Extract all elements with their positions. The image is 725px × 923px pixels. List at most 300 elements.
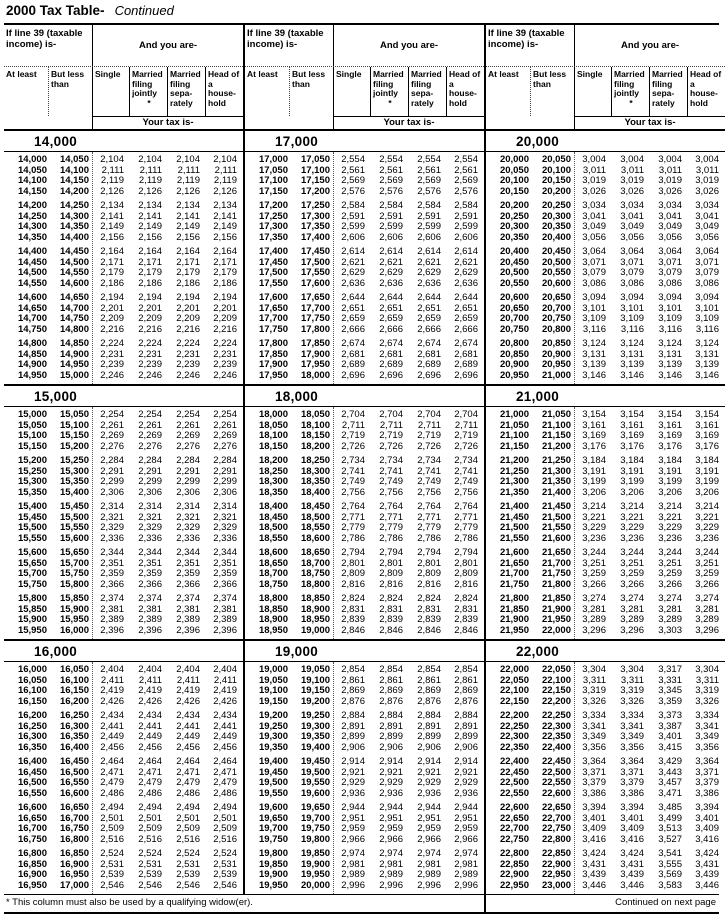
single-tax-cell: 3,311 bbox=[582, 674, 606, 686]
single-tax-cell: 2,381 bbox=[100, 603, 124, 615]
married-separately-tax-cell: 2,269 bbox=[176, 430, 200, 441]
row-group bbox=[245, 665, 484, 707]
married-jointly-tax-cell: 3,356 bbox=[620, 741, 644, 753]
married-jointly-tax-cell: 3,034 bbox=[620, 200, 644, 211]
but-less-than-cell: 17,700 bbox=[300, 302, 330, 314]
but-less-than-cell: 14,150 bbox=[59, 175, 89, 186]
head-household-tax-cell: 3,349 bbox=[695, 731, 719, 742]
single-tax-cell: 2,359 bbox=[100, 568, 124, 579]
married-jointly-tax-cell: 2,794 bbox=[379, 547, 403, 558]
section-income-label: 16,000 bbox=[34, 643, 78, 659]
at-least-cell: 18,500 bbox=[258, 522, 288, 533]
married-separately-tax-cell: 2,246 bbox=[176, 369, 200, 381]
row-group bbox=[4, 155, 243, 197]
at-least-cell: 21,400 bbox=[499, 501, 529, 512]
married-jointly-tax-cell: 2,164 bbox=[138, 246, 162, 257]
head-household-tax-cell: 2,996 bbox=[454, 879, 478, 891]
at-least-cell: 18,050 bbox=[258, 419, 288, 431]
head-household-tax-cell: 2,464 bbox=[213, 756, 237, 767]
section-header-band bbox=[245, 639, 484, 662]
married-jointly-tax-cell: 2,336 bbox=[138, 532, 162, 544]
head-household-tax-cell: 2,749 bbox=[454, 476, 478, 487]
married-jointly-tax-cell: 3,259 bbox=[620, 568, 644, 579]
head-household-tax-cell: 2,591 bbox=[454, 210, 478, 222]
married-jointly-text: Married filing jointly bbox=[132, 69, 163, 98]
single-tax-cell: 3,266 bbox=[582, 578, 606, 590]
table-row bbox=[4, 410, 243, 421]
but-less-than-cell: 21,150 bbox=[541, 430, 571, 441]
at-least-cell: 14,550 bbox=[17, 277, 47, 289]
head-household-tax-cell: 2,539 bbox=[213, 869, 237, 880]
head-household-tax-cell: 3,409 bbox=[695, 823, 719, 834]
at-least-cell: 22,550 bbox=[499, 787, 529, 799]
single-tax-cell: 3,094 bbox=[582, 292, 606, 303]
married-jointly-tax-cell: 3,439 bbox=[620, 869, 644, 880]
married-jointly-tax-cell: 2,351 bbox=[138, 557, 162, 569]
married-separately-tax-cell: 3,415 bbox=[658, 741, 682, 753]
at-least-cell: 21,050 bbox=[499, 419, 529, 431]
at-least-cell: 18,900 bbox=[258, 614, 288, 625]
but-less-than-cell: 14,750 bbox=[59, 313, 89, 324]
head-household-tax-cell: 2,299 bbox=[213, 476, 237, 487]
single-tax-cell: 2,374 bbox=[100, 593, 124, 604]
table-row bbox=[245, 732, 484, 743]
married-jointly-tax-cell: 2,119 bbox=[138, 175, 162, 186]
married-jointly-tax-cell: 2,194 bbox=[138, 292, 162, 303]
married-jointly-tax-cell: 2,186 bbox=[138, 277, 162, 289]
at-least-cell: 15,600 bbox=[17, 547, 47, 558]
single-tax-cell: 3,011 bbox=[582, 164, 606, 176]
col-header-married-filing-separately: Married filing sepa-rately bbox=[167, 67, 205, 116]
row-group bbox=[245, 456, 484, 498]
table-row bbox=[245, 778, 484, 789]
head-household-tax-cell: 2,314 bbox=[213, 501, 237, 512]
but-less-than-cell: 18,500 bbox=[300, 511, 330, 523]
single-tax-cell: 3,281 bbox=[582, 603, 606, 615]
but-less-than-cell: 16,150 bbox=[59, 685, 89, 696]
married-separately-tax-cell: 2,524 bbox=[176, 848, 200, 859]
married-separately-tax-cell: 3,555 bbox=[658, 858, 682, 870]
head-household-tax-cell: 2,441 bbox=[213, 720, 237, 732]
head-household-tax-cell: 2,674 bbox=[454, 338, 478, 349]
at-least-cell: 18,450 bbox=[258, 511, 288, 523]
at-least-cell: 16,350 bbox=[17, 741, 47, 753]
at-least-cell: 19,100 bbox=[258, 685, 288, 696]
but-less-than-cell: 14,600 bbox=[59, 277, 89, 289]
at-least-cell: 16,600 bbox=[17, 802, 47, 813]
head-household-tax-cell: 3,416 bbox=[695, 833, 719, 845]
head-household-tax-cell: 3,236 bbox=[695, 532, 719, 544]
married-separately-tax-cell: 2,111 bbox=[177, 164, 200, 176]
but-less-than-cell: 15,750 bbox=[59, 568, 89, 579]
but-less-than-cell: 17,050 bbox=[300, 154, 330, 165]
section-body bbox=[486, 152, 725, 384]
married-jointly-tax-cell: 3,341 bbox=[620, 720, 644, 732]
head-household-tax-cell: 3,266 bbox=[695, 578, 719, 590]
single-tax-cell: 3,056 bbox=[582, 231, 606, 243]
single-tax-cell: 2,479 bbox=[100, 777, 124, 788]
married-separately-tax-cell: 2,696 bbox=[417, 369, 441, 381]
table-row bbox=[486, 870, 725, 881]
group-header bbox=[4, 25, 243, 129]
at-least-cell: 16,850 bbox=[17, 858, 47, 870]
head-household-tax-cell: 2,989 bbox=[454, 869, 478, 880]
married-jointly-tax-cell: 2,906 bbox=[379, 741, 403, 753]
at-least-cell: 15,350 bbox=[17, 486, 47, 498]
married-jointly-tax-cell: 3,056 bbox=[620, 231, 644, 243]
married-jointly-tax-cell: 2,486 bbox=[138, 787, 162, 799]
col-header-head-of-household: Head of a house-hold bbox=[687, 67, 725, 116]
married-separately-tax-cell: 2,869 bbox=[417, 685, 441, 696]
married-jointly-tax-cell: 2,824 bbox=[379, 593, 403, 604]
at-least-cell: 14,200 bbox=[17, 200, 47, 211]
married-separately-tax-cell: 3,026 bbox=[658, 185, 682, 197]
but-less-than-cell: 15,600 bbox=[59, 532, 89, 544]
but-less-than-cell: 21,550 bbox=[541, 522, 571, 533]
single-tax-cell: 3,124 bbox=[582, 338, 606, 349]
married-separately-tax-cell: 3,401 bbox=[658, 731, 682, 742]
head-household-tax-cell: 3,101 bbox=[695, 302, 719, 314]
married-jointly-tax-cell: 2,419 bbox=[138, 685, 162, 696]
single-tax-cell: 2,434 bbox=[100, 710, 124, 721]
section-header-band bbox=[245, 384, 484, 407]
head-household-tax-cell: 2,509 bbox=[213, 823, 237, 834]
married-jointly-tax-cell: 2,831 bbox=[379, 603, 403, 615]
head-household-tax-cell: 2,981 bbox=[454, 858, 478, 870]
single-tax-cell: 2,494 bbox=[100, 802, 124, 813]
single-tax-cell: 2,959 bbox=[341, 823, 365, 834]
head-household-tax-cell: 2,726 bbox=[454, 440, 478, 452]
tax-section bbox=[486, 639, 725, 894]
single-tax-cell: 3,079 bbox=[582, 267, 606, 278]
married-jointly-tax-cell: 2,539 bbox=[138, 869, 162, 880]
single-tax-cell: 2,711 bbox=[341, 419, 365, 431]
page-footer bbox=[4, 894, 719, 914]
head-household-tax-cell: 2,966 bbox=[454, 833, 478, 845]
but-less-than-cell: 20,550 bbox=[541, 267, 571, 278]
section-header-band bbox=[486, 639, 725, 662]
but-less-than-cell: 15,150 bbox=[59, 430, 89, 441]
single-tax-cell: 3,221 bbox=[582, 511, 606, 523]
single-tax-cell: 2,786 bbox=[341, 532, 365, 544]
at-least-cell: 22,200 bbox=[499, 710, 529, 721]
section-header-band bbox=[4, 384, 243, 407]
married-jointly-tax-cell: 2,554 bbox=[379, 154, 403, 165]
head-household-tax-cell: 3,026 bbox=[695, 185, 719, 197]
single-tax-cell: 2,719 bbox=[341, 430, 365, 441]
at-least-cell: 15,500 bbox=[17, 522, 47, 533]
head-household-tax-cell: 2,921 bbox=[454, 766, 478, 778]
married-separately-tax-cell: 2,486 bbox=[176, 787, 200, 799]
table-row bbox=[245, 502, 484, 513]
single-tax-cell: 2,689 bbox=[341, 359, 365, 370]
at-least-cell: 14,900 bbox=[17, 359, 47, 370]
married-separately-tax-cell: 3,527 bbox=[658, 833, 682, 845]
tax-section bbox=[486, 384, 725, 639]
married-jointly-tax-cell: 3,334 bbox=[620, 710, 644, 721]
table-row bbox=[245, 371, 484, 382]
but-less-than-cell: 17,600 bbox=[300, 277, 330, 289]
row-group bbox=[4, 803, 243, 845]
head-household-tax-cell: 2,344 bbox=[213, 547, 237, 558]
at-least-cell: 15,750 bbox=[17, 578, 47, 590]
married-separately-tax-cell: 3,199 bbox=[658, 476, 682, 487]
table-row bbox=[4, 339, 243, 350]
married-jointly-tax-cell: 2,839 bbox=[379, 614, 403, 625]
single-tax-cell: 2,284 bbox=[100, 455, 124, 466]
married-separately-tax-cell: 3,457 bbox=[658, 777, 682, 788]
married-separately-tax-cell: 2,591 bbox=[417, 210, 441, 222]
table-row bbox=[4, 360, 243, 371]
col-header-married-filing-separately: Married filing sepa-rately bbox=[408, 67, 446, 116]
at-least-cell: 17,250 bbox=[258, 210, 288, 222]
table-row bbox=[486, 849, 725, 860]
married-jointly-tax-cell: 2,651 bbox=[379, 302, 403, 314]
married-jointly-tax-cell: 3,326 bbox=[620, 695, 644, 707]
but-less-than-cell: 15,800 bbox=[59, 578, 89, 590]
but-less-than-cell: 21,900 bbox=[541, 603, 571, 615]
head-household-tax-cell: 2,111 bbox=[214, 164, 237, 176]
single-tax-cell: 2,464 bbox=[100, 756, 124, 767]
at-least-cell: 19,650 bbox=[258, 812, 288, 824]
head-household-tax-cell: 2,471 bbox=[213, 766, 237, 778]
single-tax-cell: 2,366 bbox=[100, 578, 124, 590]
married-separately-tax-cell: 3,049 bbox=[658, 221, 682, 232]
table-row bbox=[4, 534, 243, 545]
but-less-than-cell: 22,700 bbox=[541, 812, 571, 824]
single-tax-cell: 2,209 bbox=[100, 313, 124, 324]
header-row-your-tax bbox=[4, 116, 243, 129]
but-less-than-cell: 14,450 bbox=[59, 246, 89, 257]
but-less-than-cell: 19,250 bbox=[300, 710, 330, 721]
married-separately-tax-cell: 2,846 bbox=[417, 624, 441, 636]
at-least-cell: 15,050 bbox=[17, 419, 47, 431]
single-tax-cell: 2,186 bbox=[100, 277, 124, 289]
table-row bbox=[245, 488, 484, 499]
at-least-cell: 15,700 bbox=[17, 568, 47, 579]
married-separately-tax-cell: 3,206 bbox=[658, 486, 682, 498]
married-separately-tax-cell: 2,554 bbox=[417, 154, 441, 165]
table-row bbox=[245, 325, 484, 336]
at-least-cell: 17,200 bbox=[258, 200, 288, 211]
single-tax-cell: 3,199 bbox=[582, 476, 606, 487]
single-tax-cell: 2,809 bbox=[341, 568, 365, 579]
married-jointly-tax-cell: 2,471 bbox=[138, 766, 162, 778]
row-group bbox=[4, 665, 243, 707]
at-least-cell: 14,450 bbox=[17, 256, 47, 268]
single-tax-cell: 2,306 bbox=[100, 486, 124, 498]
married-jointly-tax-cell: 2,914 bbox=[379, 756, 403, 767]
married-separately-tax-cell: 2,621 bbox=[417, 256, 441, 268]
married-separately-tax-cell: 3,109 bbox=[658, 313, 682, 324]
head-household-tax-cell: 3,371 bbox=[695, 766, 719, 778]
married-jointly-tax-cell: 2,891 bbox=[379, 720, 403, 732]
but-less-than-cell: 19,150 bbox=[300, 685, 330, 696]
married-separately-tax-cell: 2,989 bbox=[417, 869, 441, 880]
row-group bbox=[4, 711, 243, 753]
single-tax-cell: 3,356 bbox=[582, 741, 606, 753]
single-tax-cell: 2,509 bbox=[100, 823, 124, 834]
table-row bbox=[245, 360, 484, 371]
married-separately-tax-cell: 3,011 bbox=[658, 164, 682, 176]
married-jointly-tax-cell: 3,416 bbox=[620, 833, 644, 845]
table-row bbox=[4, 569, 243, 580]
table-row bbox=[486, 488, 725, 499]
single-tax-cell: 2,771 bbox=[341, 511, 365, 523]
head-household-tax-cell: 3,281 bbox=[695, 603, 719, 615]
but-less-than-cell: 22,050 bbox=[541, 664, 571, 675]
married-separately-tax-cell: 2,411 bbox=[176, 674, 200, 686]
single-tax-cell: 2,824 bbox=[341, 593, 365, 604]
table-row bbox=[4, 686, 243, 697]
table-row bbox=[4, 849, 243, 860]
at-least-cell: 19,450 bbox=[258, 766, 288, 778]
but-less-than-cell: 16,000 bbox=[59, 624, 89, 636]
at-least-cell: 18,100 bbox=[258, 430, 288, 441]
head-household-tax-cell: 3,191 bbox=[695, 465, 719, 477]
married-jointly-tax-cell: 3,319 bbox=[620, 685, 644, 696]
married-separately-tax-cell: 3,499 bbox=[658, 812, 682, 824]
table-row bbox=[486, 325, 725, 336]
at-least-cell: 21,300 bbox=[499, 476, 529, 487]
married-separately-tax-cell: 2,726 bbox=[417, 440, 441, 452]
married-jointly-tax-cell: 2,681 bbox=[379, 348, 403, 360]
header-row-columns bbox=[486, 67, 725, 116]
head-household-tax-cell: 2,696 bbox=[454, 369, 478, 381]
married-jointly-tax-cell: 2,764 bbox=[379, 501, 403, 512]
married-jointly-tax-cell: 2,576 bbox=[379, 185, 403, 197]
head-household-tax-cell: 2,179 bbox=[213, 267, 237, 278]
single-tax-cell: 2,299 bbox=[100, 476, 124, 487]
single-tax-cell: 2,546 bbox=[100, 879, 124, 891]
married-separately-tax-cell: 3,229 bbox=[658, 522, 682, 533]
head-household-tax-cell: 3,229 bbox=[695, 522, 719, 533]
married-jointly-tax-cell: 2,599 bbox=[379, 221, 403, 232]
married-jointly-tax-cell: 2,209 bbox=[138, 313, 162, 324]
at-least-cell: 20,550 bbox=[499, 277, 529, 289]
single-tax-cell: 3,416 bbox=[582, 833, 606, 845]
at-least-cell: 17,300 bbox=[258, 221, 288, 232]
married-separately-tax-cell: 2,239 bbox=[176, 359, 200, 370]
at-least-cell: 19,200 bbox=[258, 710, 288, 721]
single-tax-cell: 3,206 bbox=[582, 486, 606, 498]
married-separately-tax-cell: 2,389 bbox=[176, 614, 200, 625]
table-row bbox=[245, 279, 484, 290]
table-row bbox=[4, 835, 243, 846]
single-tax-cell: 2,764 bbox=[341, 501, 365, 512]
at-least-cell: 22,250 bbox=[499, 720, 529, 732]
single-tax-cell: 2,336 bbox=[100, 532, 124, 544]
but-less-than-cell: 14,900 bbox=[59, 348, 89, 360]
head-household-tax-cell: 2,659 bbox=[454, 313, 478, 324]
but-less-than-cell: 19,600 bbox=[300, 787, 330, 799]
at-least-cell: 21,850 bbox=[499, 603, 529, 615]
married-separately-tax-cell: 2,561 bbox=[417, 164, 441, 176]
head-household-tax-cell: 2,201 bbox=[213, 302, 237, 314]
head-household-tax-cell: 3,169 bbox=[695, 430, 719, 441]
single-tax-cell: 2,486 bbox=[100, 787, 124, 799]
head-household-tax-cell: 3,311 bbox=[695, 674, 719, 686]
row-group bbox=[4, 410, 243, 452]
married-jointly-tax-cell: 2,816 bbox=[379, 578, 403, 590]
but-less-than-cell: 19,000 bbox=[300, 624, 330, 636]
married-separately-tax-cell: 2,974 bbox=[417, 848, 441, 859]
head-household-tax-cell: 2,719 bbox=[454, 430, 478, 441]
single-tax-cell: 3,326 bbox=[582, 695, 606, 707]
table-row bbox=[245, 849, 484, 860]
and-you-are-label: And you are- bbox=[92, 25, 243, 66]
but-less-than-cell: 19,450 bbox=[300, 756, 330, 767]
qualifying-widow-note: * This column must also be used by a qualifying widow(er). bbox=[4, 895, 486, 912]
single-tax-cell: 2,831 bbox=[341, 603, 365, 615]
single-tax-cell: 2,914 bbox=[341, 756, 365, 767]
single-tax-cell: 2,119 bbox=[100, 175, 124, 186]
married-jointly-tax-cell: 2,201 bbox=[138, 302, 162, 314]
but-less-than-cell: 17,300 bbox=[300, 210, 330, 222]
married-jointly-tax-cell: 2,284 bbox=[138, 455, 162, 466]
but-less-than-cell: 15,250 bbox=[59, 455, 89, 466]
single-tax-cell: 2,104 bbox=[100, 154, 124, 165]
married-separately-tax-cell: 2,674 bbox=[417, 338, 441, 349]
married-jointly-tax-cell: 3,184 bbox=[620, 455, 644, 466]
married-jointly-tax-cell: 3,071 bbox=[620, 256, 644, 268]
but-less-than-cell: 21,300 bbox=[541, 465, 571, 477]
married-jointly-tax-cell: 3,154 bbox=[620, 409, 644, 420]
row-group bbox=[4, 456, 243, 498]
single-tax-cell: 3,334 bbox=[582, 710, 606, 721]
married-jointly-tax-cell: 2,404 bbox=[138, 664, 162, 675]
single-tax-cell: 2,456 bbox=[100, 741, 124, 753]
row-group bbox=[486, 456, 725, 498]
table-row bbox=[486, 615, 725, 626]
married-jointly-tax-cell: 3,304 bbox=[620, 664, 644, 675]
married-separately-tax-cell: 3,139 bbox=[658, 359, 682, 370]
single-tax-cell: 2,606 bbox=[341, 231, 365, 243]
married-jointly-tax-cell: 2,104 bbox=[138, 154, 162, 165]
but-less-than-cell: 17,450 bbox=[300, 246, 330, 257]
but-less-than-cell: 19,500 bbox=[300, 766, 330, 778]
at-least-cell: 22,650 bbox=[499, 812, 529, 824]
married-separately-tax-cell: 3,191 bbox=[658, 465, 682, 477]
head-household-tax-cell: 2,284 bbox=[213, 455, 237, 466]
but-less-than-cell: 19,300 bbox=[300, 720, 330, 732]
single-tax-cell: 2,291 bbox=[100, 465, 124, 477]
married-separately-tax-cell: 2,531 bbox=[176, 858, 200, 870]
married-jointly-tax-cell: 3,431 bbox=[620, 858, 644, 870]
head-household-tax-cell: 2,486 bbox=[213, 787, 237, 799]
head-household-tax-cell: 2,141 bbox=[213, 210, 237, 222]
head-household-tax-cell: 2,839 bbox=[454, 614, 478, 625]
row-group bbox=[245, 410, 484, 452]
but-less-than-cell: 18,400 bbox=[300, 486, 330, 498]
married-jointly-tax-cell: 3,409 bbox=[620, 823, 644, 834]
married-jointly-tax-cell: 3,401 bbox=[620, 812, 644, 824]
but-less-than-cell: 20,500 bbox=[541, 256, 571, 268]
single-tax-cell: 2,531 bbox=[100, 858, 124, 870]
head-household-tax-cell: 2,801 bbox=[454, 557, 478, 569]
table-row bbox=[486, 757, 725, 768]
table-row bbox=[486, 697, 725, 708]
head-household-tax-cell: 3,079 bbox=[695, 267, 719, 278]
married-jointly-tax-cell: 2,426 bbox=[138, 695, 162, 707]
but-less-than-cell: 18,650 bbox=[300, 547, 330, 558]
married-separately-tax-cell: 2,224 bbox=[176, 338, 200, 349]
married-jointly-tax-cell: 3,094 bbox=[620, 292, 644, 303]
married-jointly-tax-cell: 2,501 bbox=[138, 812, 162, 824]
header-row-your-tax bbox=[486, 116, 725, 129]
table-row bbox=[486, 314, 725, 325]
col-header-at-least: At least bbox=[6, 69, 37, 79]
